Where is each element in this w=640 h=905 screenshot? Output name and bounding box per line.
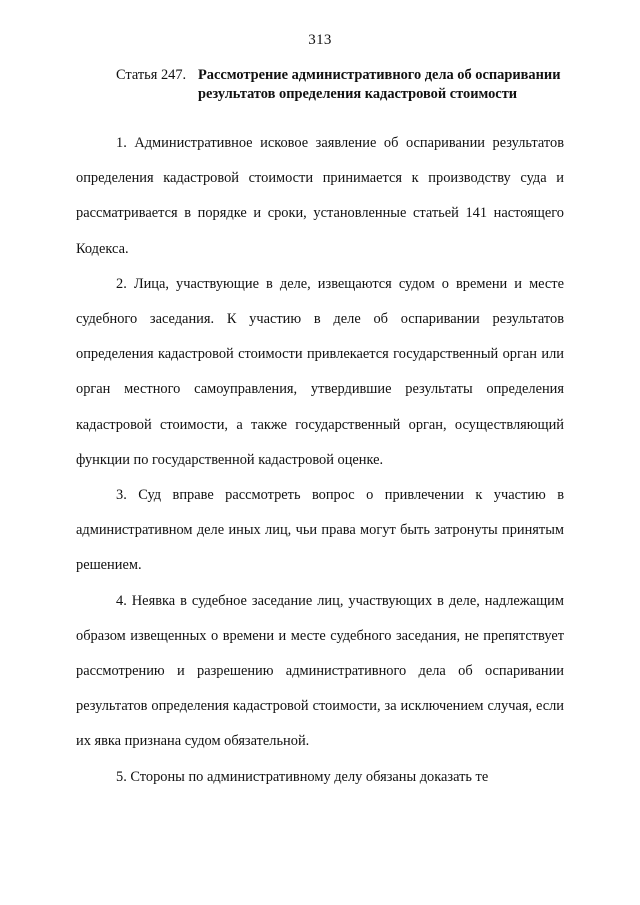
paragraph-4: 4. Неявка в судебное заседание лиц, участвующих в деле, надлежащим образом извещенных о времени и месте судебного заседания, не препятствует рассмотрению и разрешению административного дела об оспаривании результатов определения кадастровой стоимости, за исключением случая, если их явка признана судом обязательной. — [76, 592, 564, 750]
article-title: Рассмотрение административного дела об оспаривании результатов определения кадастровой стоимости — [198, 67, 561, 102]
paragraph-5: 5. Стороны по административному делу обязаны доказать те — [116, 768, 489, 785]
article-number: Статья 247. — [116, 67, 187, 83]
paragraph-3: 3. Суд вправе рассмотреть вопрос о привлечении к участию в административном деле иных лиц, чьи права могут быть затронуты принятым решением. — [76, 487, 564, 574]
article-body — [76, 126, 564, 795]
paragraph-2: 2. Лица, участвующие в деле, извещаются судом о времени и месте судебного заседания. К участию в деле об оспаривании результатов определения кадастровой стоимости привлекается государственный орган или орган местного самоуправления, утвердившие результаты определения кадастровой стоимости, а также государственный орган, осуществляющий функции по государственной кадастровой оценке. — [76, 275, 564, 468]
paragraph-1: 1. Административное исковое заявление об оспаривании результатов определения кадастровой стоимости принимается к производству суда и рассматривается в порядке и сроки, установленные статьей 141 настоящего Кодекса. — [76, 135, 564, 257]
page-number: 313 — [308, 32, 332, 48]
